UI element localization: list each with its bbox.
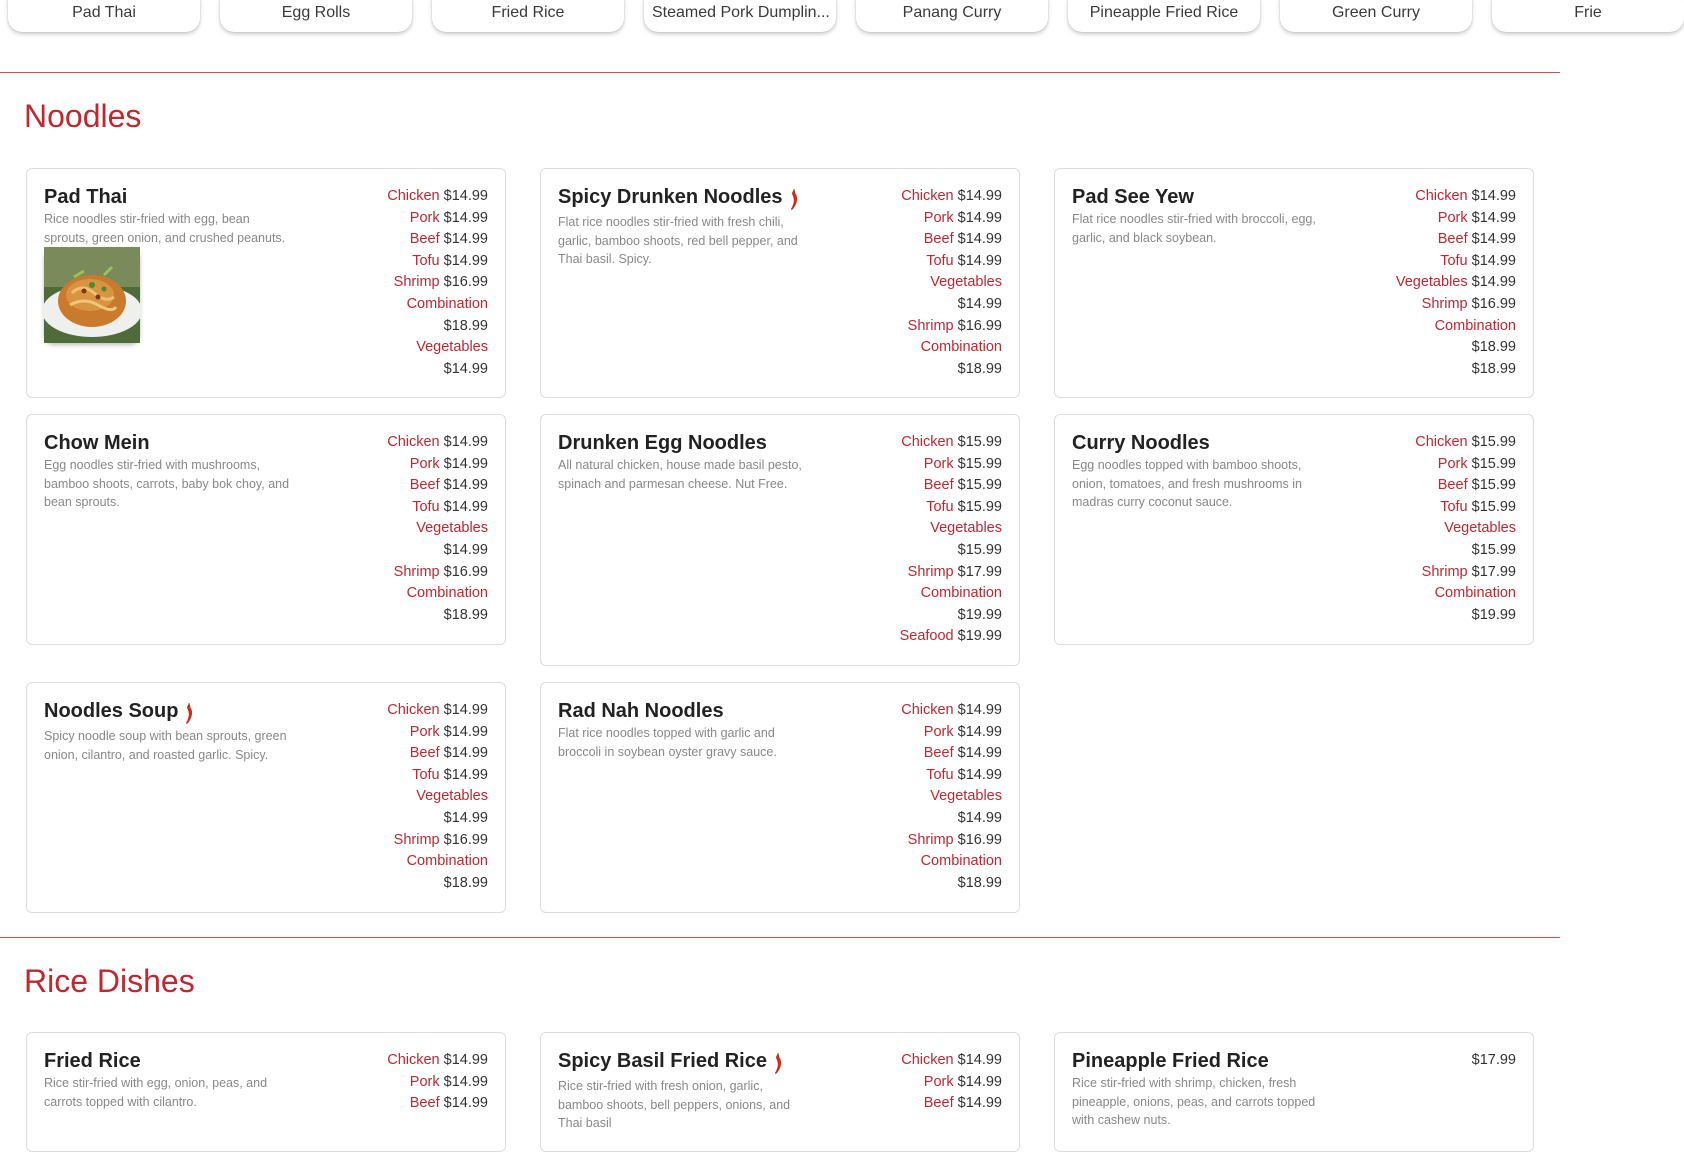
price-amount: $14.99 (957, 1073, 1002, 1090)
price-amount: $14.99 (443, 723, 488, 740)
price-amount: $14.99 (957, 231, 1002, 248)
price-amount: $14.99 (443, 209, 488, 226)
price-option-label: Beef (923, 1095, 954, 1112)
price-option[interactable] (882, 316, 1002, 338)
menu-item-description: Flat rice noodles stir-fried with fresh chili, garlic, bamboo shoots, red bell pepper, and Thai basil. Spicy. (558, 215, 798, 266)
price-option-label[interactable]: Vegetables (930, 274, 1002, 291)
price-option[interactable] (368, 454, 488, 476)
price-amount: $17.99 (957, 563, 1002, 580)
price-amount: $14.99 (443, 1052, 488, 1068)
price-amount: $14.99 (443, 702, 488, 718)
price-list (368, 1050, 488, 1115)
menu-item-description: Rice noodles stir-fried with egg, bean sprouts, green onion, and crushed peanuts. (44, 212, 286, 245)
price-option-label: Chicken (387, 1052, 440, 1068)
price-option[interactable] (368, 722, 488, 744)
menu-item-name-text: Pad Thai (44, 186, 128, 208)
price-amount: $15.99 (1471, 455, 1516, 472)
price-amount: $14.99 (443, 1073, 488, 1090)
price-amount: $14.99 (957, 1052, 1002, 1068)
price-list (1376, 186, 1516, 380)
price-option-label: Pork (923, 723, 954, 740)
price-amount: $18.99 (957, 874, 1002, 891)
dish-photo[interactable] (44, 247, 140, 343)
price-option-label: Pork (409, 1073, 440, 1090)
price-option-label[interactable]: Vegetables (1395, 274, 1468, 291)
price-option-label: Beef (1437, 231, 1468, 248)
price-option[interactable] (882, 1093, 1002, 1115)
menu-item-card[interactable] (540, 1032, 1020, 1152)
price-amount: $14.99 (443, 498, 488, 515)
price-option[interactable] (1396, 432, 1516, 454)
price-amount: $18.99 (1471, 339, 1516, 356)
price-option-label: Shrimp (393, 274, 440, 291)
category-chip[interactable] (1492, 0, 1684, 32)
menu-item-name-text: Drunken Egg Noodles (558, 432, 767, 454)
price-amount: $14.99 (1471, 252, 1516, 269)
price-amount: $14.99 (443, 360, 488, 377)
price-amount: $14.99 (443, 188, 488, 204)
price-amount: $14.99 (957, 1095, 1002, 1112)
price-amount: $14.99 (443, 434, 488, 450)
price-option[interactable] (882, 562, 1002, 584)
price-list (882, 186, 1002, 380)
price-option[interactable] (368, 562, 488, 584)
price-option-label: Pork (1437, 209, 1468, 226)
price-option-label: Beef (409, 1095, 440, 1112)
section-title-noodles: Noodles (24, 98, 142, 134)
price-option[interactable] (368, 497, 488, 519)
price-option[interactable] (368, 186, 488, 208)
price-amount: $15.99 (1471, 477, 1516, 494)
category-chip[interactable] (220, 0, 412, 32)
price-amount: $14.99 (443, 766, 488, 783)
price-option[interactable] (1396, 562, 1516, 584)
price-option-label: Pork (409, 455, 440, 472)
price-option-label: Beef (409, 231, 440, 248)
price-amount: $14.99 (957, 745, 1002, 762)
price-amount: $14.99 (957, 209, 1002, 226)
price-option-label: Tofu (412, 498, 440, 515)
price-option-label: Beef (1437, 477, 1468, 494)
price-option-label: Shrimp (907, 317, 954, 334)
price-amount: $16.99 (957, 317, 1002, 334)
chili-pepper-icon (787, 189, 799, 211)
menu-item-card[interactable] (26, 414, 506, 645)
price-option[interactable] (1376, 294, 1516, 316)
price-option-label: Pork (409, 723, 440, 740)
price-amount: $18.99 (1471, 360, 1516, 377)
menu-item-name (44, 432, 150, 455)
menu-item-card[interactable] (540, 414, 1020, 666)
price-amount: $14.99 (957, 723, 1002, 740)
category-chip-label: Egg Rolls (281, 4, 351, 21)
price-amount: $15.99 (957, 498, 1002, 515)
price-amount: $14.99 (957, 188, 1002, 204)
price-amount: $14.99 (443, 745, 488, 762)
price-option-label: Shrimp (907, 563, 954, 580)
price-option-label: Tofu (412, 766, 440, 783)
menu-item-card[interactable] (1054, 1032, 1534, 1152)
price-option-label: Shrimp (393, 831, 440, 848)
price-amount: $19.99 (1471, 606, 1516, 623)
price-option-label[interactable]: Vegetables (416, 520, 488, 537)
price-amount: $15.99 (957, 455, 1002, 472)
menu-item-card[interactable] (26, 1032, 506, 1152)
price-list (882, 700, 1002, 894)
price-option[interactable] (1396, 454, 1516, 476)
price-option-label: Chicken (901, 1052, 954, 1068)
price-amount: $17.99 (1471, 1052, 1516, 1068)
category-chip[interactable] (1280, 0, 1472, 32)
price-option[interactable] (882, 1072, 1002, 1094)
price-amount: $18.99 (443, 874, 488, 891)
price-option[interactable] (368, 830, 488, 852)
price-option[interactable] (882, 432, 1002, 454)
price-option[interactable] (882, 830, 1002, 852)
price-amount: $19.99 (957, 606, 1002, 623)
price-list (368, 186, 488, 380)
menu-item-name (44, 1050, 141, 1073)
price-option[interactable] (882, 700, 1002, 722)
price-option-label: Tofu (926, 766, 954, 783)
chili-pepper-icon (182, 703, 194, 725)
price-amount: $18.99 (443, 317, 488, 334)
price-option[interactable] (1376, 208, 1516, 230)
price-option-label[interactable]: Combination (406, 295, 488, 312)
price-amount: $16.99 (443, 831, 488, 848)
price-option[interactable] (368, 1050, 488, 1072)
price-option-label: Tofu (926, 252, 954, 269)
price-amount: $17.99 (1471, 563, 1516, 580)
price-option[interactable] (882, 251, 1002, 273)
price-option[interactable] (882, 765, 1002, 787)
price-amount: $15.99 (957, 434, 1002, 450)
menu-item-name-text: Fried Rice (44, 1050, 141, 1072)
price-amount: $14.99 (443, 477, 488, 494)
menu-item-name-text: Spicy Basil Fried Rice (558, 1050, 767, 1072)
price-option[interactable] (368, 229, 488, 251)
menu-item-description: Rice stir-fried with shrimp, chicken, fresh pineapple, onions, peas, and carrots topped with cashew nuts. (1072, 1076, 1316, 1127)
menu-item-name (44, 186, 127, 209)
menu-item-name-text: Pad See Yew (1072, 186, 1194, 208)
price-option-label[interactable]: Combination (1434, 585, 1516, 602)
menu-item-name-text: Noodles Soup (44, 700, 179, 722)
price-option-label: Chicken (1415, 434, 1468, 450)
price-option[interactable] (882, 743, 1002, 765)
price-option[interactable] (1376, 229, 1516, 251)
category-chip[interactable] (856, 0, 1048, 32)
price-option-label[interactable]: Combination (406, 585, 488, 602)
price-option[interactable] (368, 1093, 488, 1115)
price-amount: $14.99 (443, 252, 488, 269)
menu-item-description: Egg noodles topped with bamboo shoots, onion, tomatoes, and fresh mushrooms in madras curry coconut sauce. (1072, 458, 1302, 509)
category-chip[interactable] (1068, 0, 1260, 32)
price-option[interactable] (368, 475, 488, 497)
category-chip-label: Panang Curry (902, 4, 1002, 21)
price-option[interactable] (882, 229, 1002, 251)
price-option-label[interactable]: Combination (1434, 317, 1516, 334)
price-amount: $15.99 (1471, 541, 1516, 558)
price-option[interactable] (882, 722, 1002, 744)
price-option-label: Chicken (901, 702, 954, 718)
menu-item-description: All natural chicken, house made basil pesto, spinach and parmesan cheese. Nut Free. (558, 458, 802, 491)
price-option[interactable] (882, 475, 1002, 497)
price-option[interactable] (368, 272, 488, 294)
category-chip[interactable] (8, 0, 200, 32)
price-option[interactable] (1376, 186, 1516, 208)
price-option-label: Shrimp (1421, 563, 1468, 580)
price-list (1396, 1050, 1516, 1072)
price-amount: $14.99 (443, 809, 488, 826)
price-option-label: Tofu (1440, 498, 1468, 515)
menu-item-card[interactable] (540, 682, 1020, 913)
category-chip[interactable] (644, 0, 836, 32)
price-amount: $16.99 (1471, 295, 1516, 312)
menu-item-name (1072, 432, 1210, 455)
price-option-label: Tofu (926, 498, 954, 515)
price-option-label: Pork (923, 1073, 954, 1090)
price-option-label: Chicken (387, 434, 440, 450)
category-chip-label: Steamed Pork Dumplin... (652, 4, 830, 21)
menu-item-name (558, 1050, 783, 1073)
price-option-label: Beef (409, 745, 440, 762)
price-option[interactable] (1396, 475, 1516, 497)
menu-item-card[interactable] (26, 168, 506, 398)
price-amount: $14.99 (443, 455, 488, 472)
price-option-label[interactable]: Vegetables (930, 788, 1002, 805)
price-option[interactable] (882, 1050, 1002, 1072)
menu-item-description: Flat rice noodles topped with garlic and broccoli in soybean oyster gravy sauce. (558, 726, 777, 759)
price-option-label: Beef (923, 745, 954, 762)
category-chip-label: Frie (1574, 4, 1602, 21)
menu-item-description: Rice stir-fried with egg, onion, peas, and carrots topped with cilantro. (44, 1076, 268, 1109)
price-option[interactable] (368, 251, 488, 273)
price-amount: $14.99 (1471, 274, 1516, 291)
section-title-rice-dishes: Rice Dishes (24, 963, 195, 999)
menu-item-name (558, 186, 799, 209)
menu-item-name-text: Spicy Drunken Noodles (558, 186, 783, 208)
price-option-label[interactable]: Combination (406, 853, 488, 870)
price-amount: $18.99 (957, 360, 1002, 377)
price-option-label[interactable]: Vegetables (416, 788, 488, 805)
chili-pepper-icon (771, 1053, 783, 1075)
price-option[interactable] (882, 454, 1002, 476)
price-amount: $14.99 (957, 252, 1002, 269)
category-chip-label: Pad Thai (72, 4, 136, 21)
price-option-label: Shrimp (393, 563, 440, 580)
price-option-label: Chicken (387, 702, 440, 718)
price-option-label[interactable]: Vegetables (416, 339, 488, 356)
price-amount: $14.99 (1471, 209, 1516, 226)
price-list (882, 1050, 1002, 1115)
price-list (882, 432, 1002, 648)
price-option[interactable] (368, 700, 488, 722)
price-option-label[interactable]: Vegetables (930, 520, 1002, 537)
price-option-label: Shrimp (1421, 295, 1468, 312)
menu-item-name (558, 700, 724, 723)
price-option-label: Pork (923, 209, 954, 226)
price-option[interactable] (368, 765, 488, 787)
price-list (368, 432, 488, 626)
price-option[interactable] (1396, 497, 1516, 519)
menu-item-description: Rice stir-fried with fresh onion, garlic, bamboo shoots, bell peppers, onions, and Thai basil (558, 1079, 791, 1130)
menu-item-name (1072, 1050, 1269, 1073)
menu-item-card[interactable] (26, 682, 506, 913)
price-amount: $16.99 (443, 563, 488, 580)
price-option[interactable] (368, 432, 488, 454)
price-amount: $14.99 (1471, 231, 1516, 248)
price-option[interactable] (368, 208, 488, 230)
menu-item-name (1072, 186, 1194, 209)
price-amount: $15.99 (1471, 434, 1516, 450)
price-option[interactable] (882, 497, 1002, 519)
price-option-label: Chicken (901, 188, 954, 204)
price-option[interactable] (882, 186, 1002, 208)
price-amount: $15.99 (957, 541, 1002, 558)
price-option-label: Chicken (1415, 188, 1468, 204)
price-amount: $19.99 (957, 628, 1002, 645)
price-amount: $14.99 (1471, 188, 1516, 204)
category-chip-label: Fried Rice (491, 4, 565, 21)
menu-item-name-text: Pineapple Fried Rice (1072, 1050, 1269, 1072)
menu-item-description: Spicy noodle soup with bean sprouts, green onion, cilantro, and roasted garlic. Spicy. (44, 729, 287, 762)
category-chip[interactable] (432, 0, 624, 32)
price-option[interactable] (368, 1072, 488, 1094)
price-option-label: Beef (923, 231, 954, 248)
price-option-label: Pork (923, 455, 954, 472)
menu-item-name-text: Rad Nah Noodles (558, 700, 724, 722)
menu-item-description: Flat rice noodles stir-fried with broccoli, egg, garlic, and black soybean. (1072, 212, 1316, 245)
price-option-label: Tofu (412, 252, 440, 269)
price-option-label: Pork (1437, 455, 1468, 472)
price-option-label[interactable]: Combination (920, 853, 1002, 870)
price-option-label: Chicken (901, 434, 954, 450)
price-amount: $14.99 (443, 231, 488, 248)
price-option-label: Seafood (899, 628, 954, 645)
category-chip-label: Green Curry (1331, 4, 1421, 21)
price-option-label: Chicken (387, 188, 440, 204)
menu-item-card[interactable] (1054, 414, 1534, 645)
menu-item-card[interactable] (540, 168, 1020, 398)
price-list (1396, 432, 1516, 626)
price-amount: $14.99 (957, 766, 1002, 783)
price-amount: $16.99 (443, 274, 488, 291)
price-option-label: Shrimp (907, 831, 954, 848)
menu-item-name-text: Chow Mein (44, 432, 150, 454)
price-option-label: Pork (409, 209, 440, 226)
menu-item-card[interactable] (1054, 168, 1534, 398)
price-amount: $14.99 (957, 702, 1002, 718)
price-option-label: Beef (923, 477, 954, 494)
section-divider (0, 937, 1560, 938)
menu-item-name (558, 432, 767, 455)
price-amount: $14.99 (443, 1095, 488, 1112)
price-option[interactable] (882, 208, 1002, 230)
price-amount: $15.99 (1471, 498, 1516, 515)
section-divider (0, 72, 1560, 73)
price-list (368, 700, 488, 894)
menu-item-description: Egg noodles stir-fried with mushrooms, bamboo shoots, carrots, baby bok choy, and bean sprouts. (44, 458, 290, 509)
price-amount: $14.99 (443, 541, 488, 558)
menu-item-name (44, 700, 194, 723)
price-option[interactable] (368, 743, 488, 765)
price-option[interactable] (882, 626, 1002, 648)
category-chip-bar (0, 0, 1602, 72)
price-amount: $18.99 (443, 606, 488, 623)
category-chip-label: Pineapple Fried Rice (1089, 4, 1239, 21)
price-option-label[interactable]: Combination (920, 339, 1002, 356)
price-option-label[interactable]: Combination (920, 585, 1002, 602)
price-option-label: Beef (409, 477, 440, 494)
price-amount: $16.99 (957, 831, 1002, 848)
menu-item-name-text: Curry Noodles (1072, 432, 1210, 454)
price-option-label: Tofu (1440, 252, 1468, 269)
price-amount: $14.99 (957, 809, 1002, 826)
price-option-label[interactable]: Vegetables (1444, 520, 1516, 537)
price-option[interactable] (1376, 251, 1516, 273)
price-amount: $15.99 (957, 477, 1002, 494)
price-amount: $14.99 (957, 295, 1002, 312)
